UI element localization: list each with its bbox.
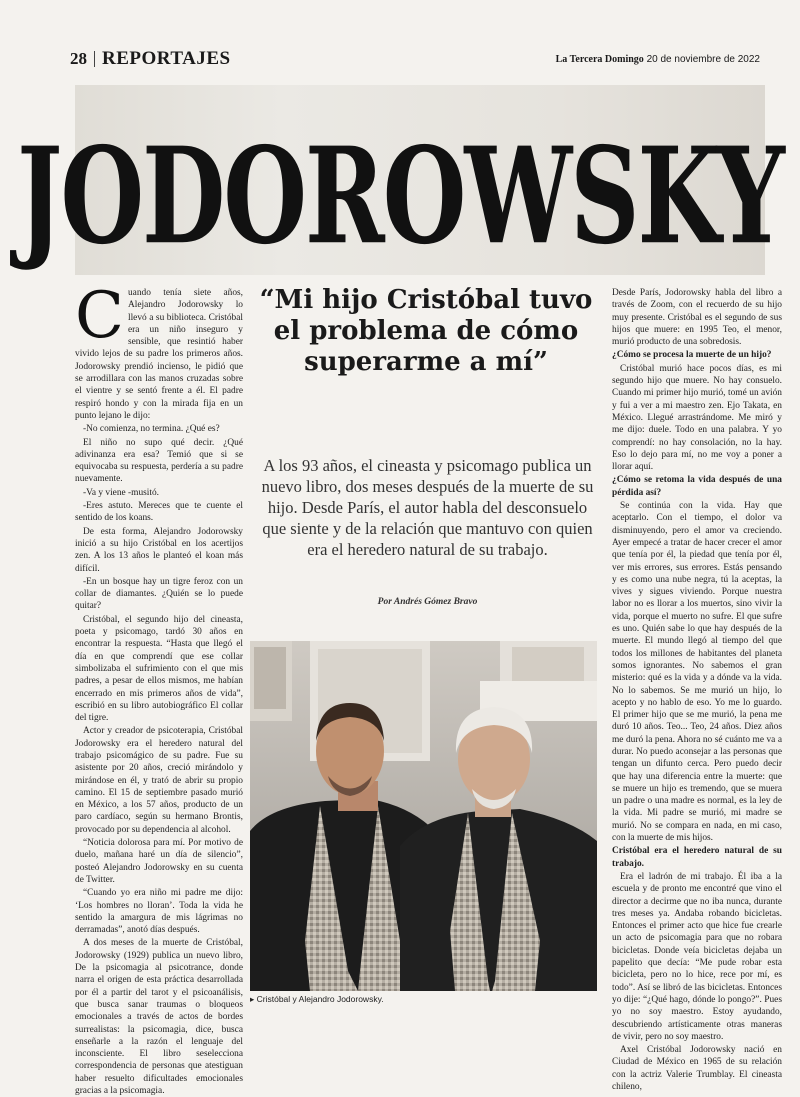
article-photo [250, 641, 597, 991]
left-column-paragraph: uando tenía siete años, Alejandro Jodorowsky lo llevó a su biblioteca. Cristóbal era un niño inseguro y sensible, que resintió haber vivido lejos de su padre los primeros años. Jodorowsky prendió incienso, le pidió que se arrodillara con las manos cruzadas sobre el vientre y se sentó frente a él. El padre respiró hondo y con la mirada fija en un punto lejano le dijo: [75, 288, 243, 421]
pull-quote: “Mi hijo Cristóbal tuvo el problema de cómo superarme a mí” [259, 285, 593, 377]
photo-illustration [250, 641, 597, 991]
left-column-paragraph: -Eres astuto. Mereces que te cuente el sentido de los koans. [75, 501, 243, 524]
interview-question: Cristóbal era el heredero natural de su trabajo. [612, 846, 782, 869]
left-column-body [75, 279, 243, 1097]
section-name: REPORTAJES [102, 48, 231, 69]
right-column-paragraph: Axel Cristóbal Jodorowsky nació en Ciudad de México en 1965 de su relación con la actriz Valerie Trumblay. El cineasta chileno, [612, 1045, 782, 1092]
left-column-paragraph: Actor y creador de psicoterapia, Cristóbal Jodorowsky era el heredero natural del trabajo psicomágico de su padre. Fue su asistente por 20 años, creció mirándolo y mirándose en él, y trató de abrir su propio camino. El 15 de septiembre pasado murió en México, a los 57 años, producto de un paro cardíaco, según su hermano Brontis, provocado por su dependencia al alcohol. [75, 726, 243, 835]
left-column-paragraph: “Noticia dolorosa para mí. Por motivo de duelo, mañana haré un día de silencio”, posteó Alejandro Jodorowsky en su cuenta de Twitter. [75, 838, 243, 885]
left-column [75, 279, 243, 1096]
photo-caption: ▸ Cristóbal y Alejandro Jodorowsky. [250, 994, 384, 1004]
left-column-paragraph: A dos meses de la muerte de Cristóbal, Jodorowsky (1929) publica un nuevo libro, De la psicomagia al psicotrance, donde narra el origen de esta práctica desarrollada por él a partir del tarot y el psicoanálisis, que busca sanar traumas o bloqueos emocionales a través de actos de bordes surrealistas: la psicomagia, dice, busca enseñarle a la razón el lenguaje del inconsciente. El libro seselecciona correspondencia de personas que atestiguan haber resuelto dificultades emocionales gracias a la psicomagia. [75, 938, 243, 1096]
left-column-paragraph: “Cuando yo era niño mi padre me dijo: ‘Los hombres no lloran’. Toda la vida he sentido la amargura de mis lágrimas no derramadas”, anotó días después. [75, 888, 243, 936]
right-column-paragraph: Desde París, Jodorowsky habla del libro a través de Zoom, con el recuerdo de su hijo muy presente. Cristóbal es el segundo de sus hijos que muere: en 1995 Teo, el menor, murió producto de una sobredosis. [612, 288, 782, 348]
publication-name: La Tercera Domingo [555, 53, 644, 65]
page-header [70, 48, 760, 70]
left-column-paragraph: -En un bosque hay un tigre feroz con un collar de diamantes. ¿Quién se lo puede quitar? [75, 576, 243, 612]
left-column-paragraph: Cristóbal, el segundo hijo del cineasta, poeta y psicomago, tardó 30 años en encontrar la respuesta. “Hasta que llegó el día en que comprendí que ese collar simbolizaba el sufrimiento con el que mis padres, a pesar de ellos mismos, me habían encerrado en mis primeros años de vida”, escribió en su libro autobiográfico El collar del tigre. [75, 614, 243, 724]
left-column-paragraph: -Va y viene -musitó. [83, 487, 160, 498]
interview-question: ¿Cómo se retoma la vida después de una pérdida así? [612, 475, 782, 498]
page-number: 28 [70, 49, 87, 68]
byline: Por Andrés Gómez Bravo [377, 597, 478, 607]
drop-cap: C [75, 279, 124, 353]
header-divider [94, 51, 95, 67]
publication-date: 20 de noviembre de 2022 [646, 53, 760, 65]
header-publication-date [556, 54, 760, 65]
right-column-paragraph: Era el ladrón de mi trabajo. Él iba a la escuela y de pronto me encontré que vino el director a decirme que no iba nunca, durante tres meses ya. Andaba robando bicicletas. Entonces el primer acto que hice fue crearle un acto de psicomagia para que no robara bicicletas. Donde veía bicicletas dejaba un papelito que decía: “Me pude robar esta bicicleta, pero no lo hice, rece por mí, es todo”. Así se libró de las bicicletas. Entonces yo dije: “¿Qué hago, dónde lo pongo?”. Pues yo no soy maestro. Estoy ayudando, descubriendo artísticamente otras maneras de vivir, pero no soy maestro. [612, 871, 782, 1042]
left-column-paragraph: De esta forma, Alejandro Jodorowsky inició a su hijo Cristóbal en los acertijos zen. A los 13 años le planteó el koan más difícil. [75, 526, 243, 574]
lede-paragraph: A los 93 años, el cineasta y psicomago publica un nuevo libro, dos meses después de la muerte de su hijo. Desde París, el autor habla del desconsuelo que siente y de la relación que mantuvo con quien era el heredero natural de su trabajo. [261, 456, 594, 559]
right-column [612, 287, 782, 1092]
left-column-paragraph: -No comienza, no termina. ¿Qué es? [83, 424, 220, 435]
left-column-paragraph: El niño no supo qué decir. ¿Qué adivinanza era esa? Temió que si se equivocaba su respuesta, perdería a su padre nuevamente. [75, 437, 243, 485]
article-title: JODOROWSKY [17, 118, 783, 274]
right-column-paragraph: Cristóbal murió hace pocos días, es mi segundo hijo que muere. No hay consuelo. Cuando mi primer hijo murió, tomé un avión y fui a ver a mi maestro zen. Ejo Takata, en México. Llegué arrastrándome. Me miró y me dijo: duele. Todo en una palabra. Y yo comprendí: no hay consolación, no la hay. Eso lo dejo para mí, no me voy a poner a llorar aquí. [612, 363, 782, 473]
right-column-paragraph: Se continúa con la vida. Hay que aceptarlo. Con el tiempo, el dolor va disminuyendo, pero el amor va creciendo. Ayer empecé a tratar de hacer crecer el amor que tenía por él, la piedad que tenía por él, ver mis errores, sus errores. Estás pensando y es como una nube negra, tú la aceptas, la vives y sigues viviendo. Porque nuestra labor no es llorar a los muertos, sino vivir la vida, porque el muerto no sufre. El que sufre es uno. Quién sabe lo que hay después de la muerte. El mundo llegó al tiempo del que todos los millones de habitantes del planeta somos ignorantes. No sabemos el gran misterio: qué es la vida y a dónde va la vida. No lo sabemos. Se me murió un hijo, lo acepto y no hablo de eso. Yo me lo guardo. El primer hijo que se me murió, la pena me duró 10 años. Teo... Teo, 24 años. Diez años me duró la pena. Ahora no sé cuánto me va a durar. No puedo aconsejar a las personas que tengan un difunto cerca. Pero puedo decir que hay una diferencia entre la muerte: que se muere un hijo es tremendo, que se muera un padre o una madre es normal, es la ley de la vida. Mi padre se murió, mi madre se murió. No se compara en nada, en mi caso, con la muerte de mis hijos. [612, 501, 782, 844]
interview-question: ¿Cómo se procesa la muerte de un hijo? [612, 350, 772, 361]
